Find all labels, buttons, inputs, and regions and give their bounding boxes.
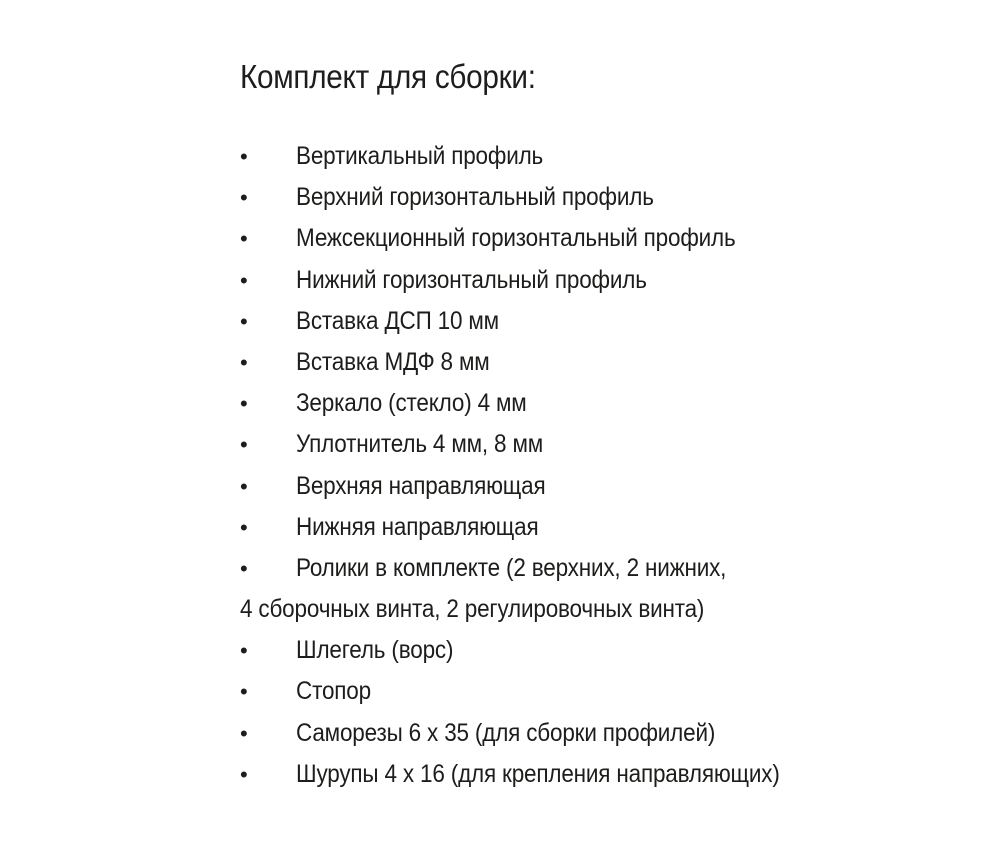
list-item [240, 548, 960, 589]
bullet-icon: • [240, 638, 248, 664]
list-item-label: Верхний горизонтальный профиль [296, 183, 654, 212]
list-item-label: Вставка МДФ 8 мм [296, 347, 490, 376]
list-item [240, 754, 960, 795]
list-item-label: Вставка ДСП 10 мм [296, 306, 499, 335]
list-item [240, 218, 960, 259]
list-item-label: Саморезы 6 х 35 (для сборки профилей) [296, 718, 716, 747]
bullet-icon: • [240, 555, 248, 581]
bullet-icon: • [240, 391, 248, 417]
list-item [240, 301, 960, 342]
bullet-icon: • [240, 144, 248, 169]
list-item-label: Верхняя направляющая [296, 471, 546, 500]
list-item-label: Нижний горизонтальный профиль [296, 265, 647, 294]
list-item-label: Стопор [296, 677, 371, 706]
bullet-icon: • [240, 720, 248, 746]
list-item [240, 260, 960, 301]
list-item-label: Шурупы 4 х 16 (для крепления направляющих) [296, 759, 780, 788]
bullet-icon: • [240, 514, 248, 540]
list-item [240, 136, 960, 177]
kit-list [240, 136, 960, 795]
bullet-icon: • [240, 679, 248, 705]
list-item [240, 713, 960, 754]
bullet-icon: • [240, 761, 248, 787]
list-item-label: Уплотнитель 4 мм, 8 мм [296, 430, 544, 459]
assembly-kit-section [240, 54, 960, 795]
list-item [240, 507, 960, 548]
list-item [240, 342, 960, 383]
list-item [240, 383, 960, 424]
list-item-label: Шлегель (ворс) [296, 636, 454, 665]
bullet-icon: • [240, 473, 248, 499]
list-item [240, 177, 960, 218]
bullet-icon: • [240, 349, 248, 375]
list-item-continuation: 4 сборочных винта, 2 регулировочных винта) [240, 595, 705, 624]
bullet-icon: • [240, 267, 248, 293]
list-item-label: Межсекционный горизонтальный профиль [296, 224, 736, 253]
bullet-icon: • [240, 432, 248, 458]
list-item-label: Вертикальный профиль [296, 142, 544, 170]
bullet-icon: • [240, 308, 248, 334]
list-item [240, 671, 960, 712]
bullet-icon: • [240, 226, 248, 252]
page-title: Комплект для сборки: [240, 58, 536, 95]
bullet-icon: • [240, 185, 248, 211]
list-item-label: Ролики в комплекте (2 верхних, 2 нижних, [296, 553, 727, 582]
list-item-label: Нижняя направляющая [296, 512, 539, 541]
list-item [240, 424, 960, 465]
list-item [240, 466, 960, 507]
list-item [240, 630, 960, 671]
list-item-label: Зеркало (стекло) 4 мм [296, 389, 527, 418]
